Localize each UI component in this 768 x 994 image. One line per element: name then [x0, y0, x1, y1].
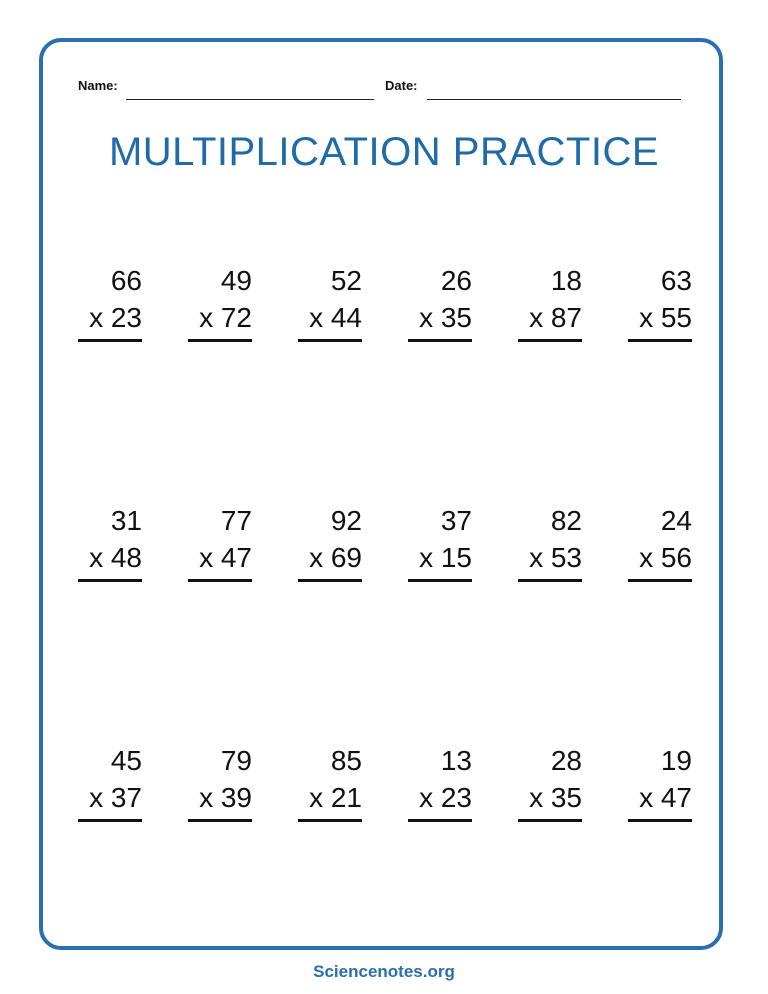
- page-title: MULTIPLICATION PRACTICE: [108, 130, 660, 174]
- multiplicand: 63: [660, 265, 692, 296]
- multiplicand: 18: [550, 265, 582, 296]
- multiplier: x 15: [419, 542, 472, 573]
- multiplicand: 85: [330, 745, 362, 776]
- answer-line: [298, 339, 362, 342]
- problem-1-4: [408, 262, 472, 342]
- answer-line: [628, 579, 692, 582]
- date-label: Date:: [385, 78, 418, 93]
- problem-2-5: [518, 502, 582, 582]
- multiplicand: 66: [110, 265, 142, 296]
- multiplicand: 37: [440, 505, 472, 536]
- multiplier: x 23: [89, 302, 142, 333]
- problem-1-6: [628, 262, 692, 342]
- multiplicand: 13: [440, 745, 472, 776]
- answer-line: [298, 579, 362, 582]
- answer-line: [628, 339, 692, 342]
- multiplicand: 49: [220, 265, 252, 296]
- answer-line: [408, 819, 472, 822]
- multiplier: x 21: [309, 782, 362, 813]
- multiplicand: 82: [550, 505, 582, 536]
- problem-3-1: [78, 742, 142, 822]
- multiplicand: 19: [660, 745, 692, 776]
- multiplier: x 44: [309, 302, 362, 333]
- multiplicand: 92: [330, 505, 362, 536]
- multiplicand: 79: [220, 745, 252, 776]
- name-line[interactable]: [126, 99, 374, 100]
- problem-2-2: [188, 502, 252, 582]
- answer-line: [298, 819, 362, 822]
- answer-line: [408, 579, 472, 582]
- multiplicand: 52: [330, 265, 362, 296]
- multiplicand: 31: [110, 505, 142, 536]
- answer-line: [628, 819, 692, 822]
- multiplier: x 47: [639, 782, 692, 813]
- answer-line: [188, 339, 252, 342]
- multiplicand: 77: [220, 505, 252, 536]
- problem-3-2: [188, 742, 252, 822]
- problem-1-3: [298, 262, 362, 342]
- multiplier: x 55: [639, 302, 692, 333]
- problem-2-3: [298, 502, 362, 582]
- multiplier: x 48: [89, 542, 142, 573]
- problem-grid: [78, 262, 690, 822]
- answer-line: [518, 339, 582, 342]
- multiplier: x 35: [529, 782, 582, 813]
- answer-line: [188, 819, 252, 822]
- problem-1-2: [188, 262, 252, 342]
- answer-line: [78, 579, 142, 582]
- multiplier: x 47: [199, 542, 252, 573]
- answer-line: [518, 819, 582, 822]
- multiplier: x 39: [199, 782, 252, 813]
- answer-line: [518, 579, 582, 582]
- answer-line: [78, 339, 142, 342]
- multiplicand: 28: [550, 745, 582, 776]
- problem-3-4: [408, 742, 472, 822]
- problem-3-6: [628, 742, 692, 822]
- problem-2-6: [628, 502, 692, 582]
- answer-line: [78, 819, 142, 822]
- multiplier: x 56: [639, 542, 692, 573]
- multiplier: x 53: [529, 542, 582, 573]
- problem-3-3: [298, 742, 362, 822]
- problem-2-1: [78, 502, 142, 582]
- multiplicand: 45: [110, 745, 142, 776]
- multiplier: x 37: [89, 782, 142, 813]
- name-label: Name:: [78, 78, 118, 93]
- multiplicand: 24: [660, 505, 692, 536]
- answer-line: [408, 339, 472, 342]
- multiplier: x 23: [419, 782, 472, 813]
- answer-line: [188, 579, 252, 582]
- multiplier: x 35: [419, 302, 472, 333]
- multiplier: x 69: [309, 542, 362, 573]
- problem-2-4: [408, 502, 472, 582]
- multiplicand: 26: [440, 265, 472, 296]
- multiplier: x 87: [529, 302, 582, 333]
- problem-1-1: [78, 262, 142, 342]
- problem-3-5: [518, 742, 582, 822]
- problem-1-5: [518, 262, 582, 342]
- multiplier: x 72: [199, 302, 252, 333]
- date-line[interactable]: [427, 99, 681, 100]
- footer-credit: Sciencenotes.org: [313, 962, 455, 981]
